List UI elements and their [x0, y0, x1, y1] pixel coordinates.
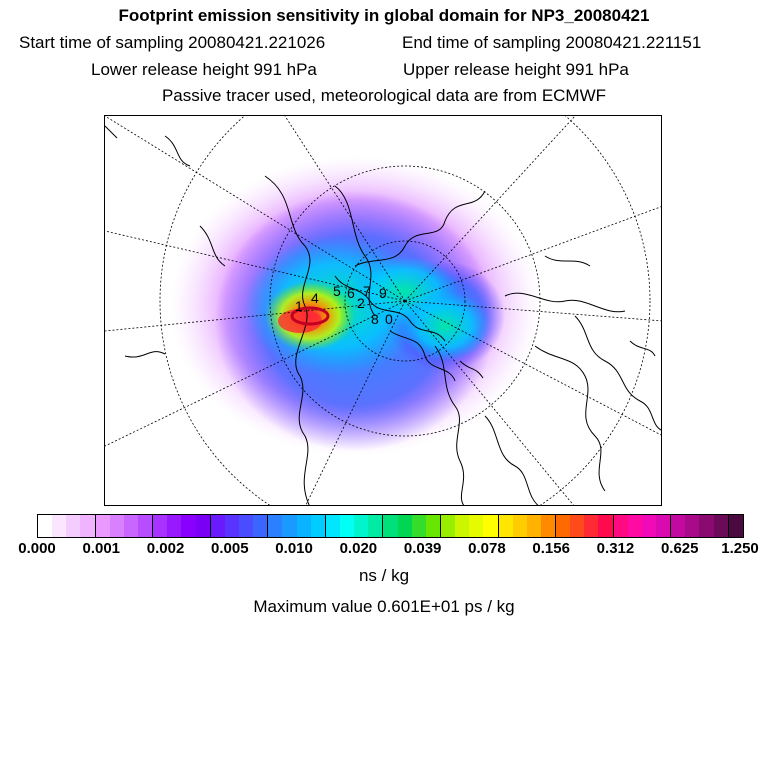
sensitivity-field: [170, 156, 540, 456]
colorbar-swatch: [311, 515, 326, 537]
upper-height-label: Upper release height 991 hPa: [403, 60, 629, 79]
colorbar-swatch: [729, 515, 743, 537]
cluster-label: 7: [363, 283, 371, 299]
start-time-label: Start time of sampling 20080421.221026: [19, 33, 326, 52]
colorbar-swatch: [483, 515, 498, 537]
colorbar-swatch: [541, 515, 556, 537]
colorbar-swatch: [469, 515, 483, 537]
colorbar-swatch: [268, 515, 282, 537]
cluster-label: 4: [311, 290, 319, 306]
colorbar-swatch: [412, 515, 426, 537]
colorbar-swatch: [513, 515, 527, 537]
end-time-label: End time of sampling 20080421.221151: [402, 33, 702, 52]
colorbar-swatch: [642, 515, 656, 537]
colorbar-swatch: [153, 515, 167, 537]
colorbar-swatch: [354, 515, 368, 537]
footprint-map: [104, 115, 662, 506]
cluster-label: 9: [379, 285, 387, 301]
colorbar-swatch: [96, 515, 110, 537]
colorbar-swatch: [297, 515, 311, 537]
colorbar-swatch: [181, 515, 195, 537]
lower-height-label: Lower release height 991 hPa: [91, 60, 317, 79]
cluster-label: 0: [385, 311, 393, 327]
colorbar-swatch: [110, 515, 124, 537]
colorbar-swatch: [628, 515, 642, 537]
map-canvas: [105, 116, 662, 506]
colorbar: [37, 514, 744, 538]
colorbar-tick-label: 0.625: [660, 540, 699, 557]
colorbar-tick-label: 0.078: [468, 540, 506, 557]
cluster-label: 2: [357, 295, 365, 311]
colorbar-tick-label: 0.005: [211, 540, 249, 557]
colorbar-tick-label: 0.039: [403, 540, 442, 557]
colorbar-swatch: [211, 515, 225, 537]
colorbar-swatch: [124, 515, 138, 537]
colorbar-swatch: [614, 515, 628, 537]
colorbar-swatch: [80, 515, 95, 537]
colorbar-swatch: [570, 515, 584, 537]
colorbar-swatch: [699, 515, 713, 537]
cluster-label: 8: [371, 311, 379, 327]
colorbar-swatch: [66, 515, 80, 537]
colorbar-tick-label: 0.010: [275, 540, 313, 557]
cluster-label: 5: [333, 283, 341, 299]
colorbar-swatch: [340, 515, 354, 537]
colorbar-swatch: [527, 515, 541, 537]
cluster-label: 6: [347, 285, 355, 301]
colorbar-swatch: [556, 515, 570, 537]
colorbar-swatch: [239, 515, 253, 537]
colorbar-swatch: [38, 515, 52, 537]
colorbar-swatch: [383, 515, 397, 537]
tracer-note: Passive tracer used, meteorological data are from ECMWF: [161, 86, 607, 105]
colorbar-swatch: [714, 515, 729, 537]
colorbar-swatch: [455, 515, 469, 537]
colorbar-swatch: [656, 515, 671, 537]
colorbar-swatch: [426, 515, 441, 537]
colorbar-swatch: [368, 515, 383, 537]
colorbar-tick-label: 0.002: [146, 540, 185, 557]
colorbar-swatch: [225, 515, 239, 537]
colorbar-swatch: [138, 515, 153, 537]
colorbar-swatch: [253, 515, 268, 537]
colorbar-tick-label: 0.156: [532, 540, 570, 557]
colorbar-swatch: [441, 515, 455, 537]
colorbar-tick-label: 0.312: [596, 540, 635, 557]
colorbar-tick-label: 0.020: [339, 540, 378, 557]
maximum-value-label: Maximum value 0.601E+01 ps / kg: [253, 597, 515, 616]
colorbar-units: ns / kg: [358, 566, 410, 585]
colorbar-swatch: [326, 515, 340, 537]
colorbar-swatch: [598, 515, 613, 537]
cluster-label: 1: [295, 298, 303, 314]
colorbar-swatch: [282, 515, 296, 537]
colorbar-swatch: [499, 515, 513, 537]
colorbar-swatch: [167, 515, 181, 537]
colorbar-swatch: [685, 515, 699, 537]
plot-title: Footprint emission sensitivity in global domain for NP3_20080421: [118, 6, 650, 25]
colorbar-tick-label: 0.000: [18, 540, 56, 557]
colorbar-tick-label: 0.001: [82, 540, 121, 557]
colorbar-swatch: [398, 515, 412, 537]
colorbar-tick-label: 1.250: [721, 540, 759, 557]
colorbar-swatch: [584, 515, 598, 537]
colorbar-swatch: [671, 515, 685, 537]
colorbar-swatch: [196, 515, 211, 537]
colorbar-swatch: [52, 515, 66, 537]
